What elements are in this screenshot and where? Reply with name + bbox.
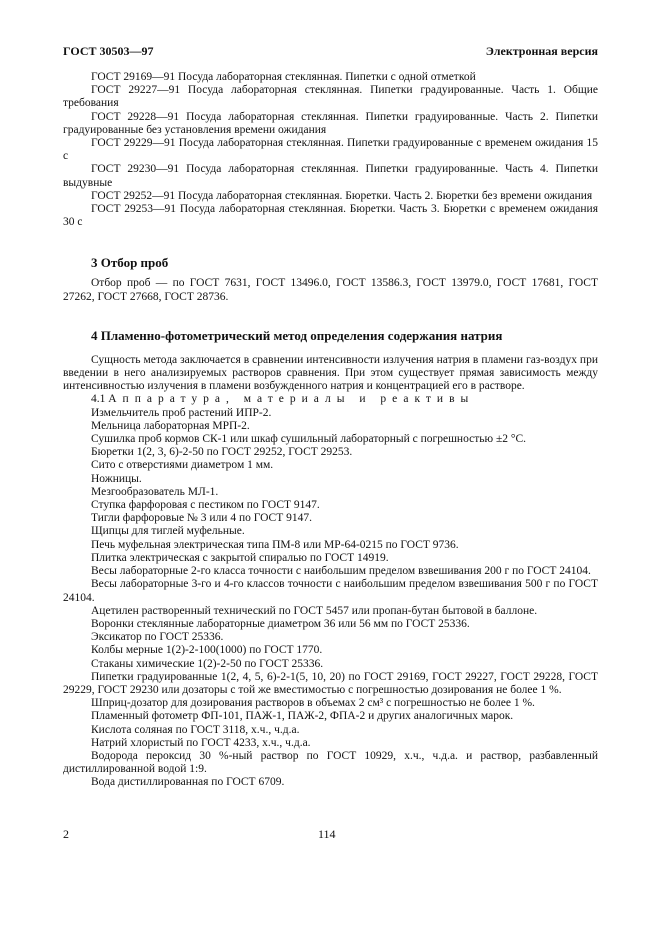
equipment-item: Натрий хлористый по ГОСТ 4233, х.ч., ч.д.а. [91, 736, 311, 749]
subsection-4-1-heading [63, 393, 598, 406]
references-list [63, 71, 598, 229]
reference-item: ГОСТ 29229—91 Посуда лабораторная стеклянная. Пипетки градуированные с временем ожидания 15 с [63, 137, 598, 163]
equipment-item: Тигли фарфоровые № 3 или 4 по ГОСТ 9147. [91, 512, 312, 525]
equipment-item: Мельница лабораторная МРП-2. [91, 419, 250, 432]
equipment-item: Кислота соляная по ГОСТ 3118, х.ч., ч.д.а. [91, 723, 300, 736]
reference-item: ГОСТ 29230—91 Посуда лабораторная стеклянная. Пипетки градуированные. Часть 4. Пипетки выдувные [63, 163, 598, 189]
page-number: 2 [63, 827, 69, 841]
section-4-heading: 4 Пламенно-фотометрический метод определения содержания натрия [91, 327, 503, 343]
equipment-item: Вода дистиллированная по ГОСТ 6709. [91, 776, 285, 789]
equipment-item: Шприц-дозатор для дозирования растворов в объемах 2 см³ с погрешностью не более 1 %. [91, 697, 535, 710]
equipment-item: Стаканы химические 1(2)-2-50 по ГОСТ 25336. [91, 657, 324, 670]
equipment-item: Колбы мерные 1(2)-2-100(1000) по ГОСТ 1770. [91, 644, 323, 657]
section-3-heading: 3 Отбор проб [91, 255, 169, 271]
equipment-item: Щипцы для тиглей муфельные. [91, 525, 245, 538]
section-4-intro: Сущность метода заключается в сравнении интенсивности излучения натрия в пламени газ-воздух при введении в него анализируемых растворов сравнения. При этом существует прямая зависимость между интенсивностью излучения в пламени возбужденного натрия и концентрацией его в растворе. [63, 353, 598, 393]
subsection-number: 4.1 [91, 393, 106, 406]
equipment-item: Ацетилен растворенный технический по ГОСТ 5457 или пропан-бутан бытовой в баллоне. [91, 604, 538, 617]
equipment-item: Плитка электрическая с закрытой спиралью по ГОСТ 14919. [91, 551, 389, 564]
equipment-list [63, 407, 598, 790]
equipment-item: Пипетки градуированные 1(2, 4, 5, 6)-2-1(5, 10, 20) по ГОСТ 29169, ГОСТ 29227, ГОСТ 29228, ГОСТ 29229, ГОСТ 29230 или дозаторы с той же вместимостью с погрешностью дозирования не более 1 %. [63, 670, 598, 696]
reference-item: ГОСТ 29253—91 Посуда лабораторная стеклянная. Бюретки. Часть 3. Бюретки с временем ожидания 30 с [63, 203, 598, 229]
equipment-item: Весы лабораторные 3-го и 4-го классов точности с наибольшим пределом взвешивания 500 г по ГОСТ 24104. [63, 578, 598, 604]
reference-item: ГОСТ 29252—91 Посуда лабораторная стеклянная. Бюретки. Часть 2. Бюретки без времени ожидания [91, 189, 593, 202]
equipment-item: Печь муфельная электрическая типа ПМ-8 или МР-64-0215 по ГОСТ 9736. [91, 538, 459, 551]
reference-item: ГОСТ 29228—91 Посуда лабораторная стеклянная. Пипетки градуированные. Часть 2. Пипетки градуированные без установления времени ожидания [63, 110, 598, 136]
page-content [63, 71, 598, 790]
equipment-item: Весы лабораторные 2-го класса точности с наибольшим пределом взвешивания 200 г по ГОСТ 24104. [91, 565, 591, 578]
edition-label: Электронная версия [485, 44, 598, 58]
equipment-item: Бюретки 1(2, 3, 6)-2-50 по ГОСТ 29252, ГОСТ 29253. [91, 446, 353, 459]
reference-item: ГОСТ 29169—91 Посуда лабораторная стеклянная. Пипетки с одной отметкой [91, 71, 476, 83]
equipment-item: Эксикатор по ГОСТ 25336. [91, 631, 224, 644]
equipment-item: Пламенный фотометр ФП-101, ПАЖ-1, ПАЖ-2, ФПА-2 и других аналогичных марок. [91, 710, 514, 723]
equipment-item: Воронки стеклянные лабораторные диаметром 36 или 56 мм по ГОСТ 25336. [91, 617, 470, 630]
section-3-text: Отбор проб — по ГОСТ 7631, ГОСТ 13496.0, ГОСТ 13586.3, ГОСТ 13979.0, ГОСТ 17681, ГОСТ 27262, ГОСТ 27668, ГОСТ 28736. [63, 277, 598, 303]
equipment-item: Мезгообразователь МЛ-1. [91, 485, 219, 498]
equipment-item: Водорода пероксид 30 %-ный раствор по ГОСТ 10929, х.ч., ч.д.а. и раствор, разбавленный дистиллированной водой 1:9. [63, 749, 598, 776]
sheet-number: 114 [318, 827, 336, 841]
reference-item: ГОСТ 29227—91 Посуда лабораторная стеклянная. Пипетки градуированные. Часть 1. Общие требования [63, 84, 598, 110]
subsection-title: Аппаратура, материалы и реактивы [108, 393, 475, 406]
equipment-item: Сушилка проб кормов СК-1 или шкаф сушильный лабораторный с погрешностью ±2 °С. [91, 433, 527, 446]
standard-code: ГОСТ 30503—97 [63, 44, 154, 58]
equipment-item: Ножницы. [91, 472, 142, 485]
equipment-item: Ступка фарфоровая с пестиком по ГОСТ 9147. [91, 499, 320, 512]
equipment-item: Измельчитель проб растений ИПР-2. [91, 406, 272, 419]
equipment-item: Сито с отверстиями диаметром 1 мм. [91, 459, 274, 472]
